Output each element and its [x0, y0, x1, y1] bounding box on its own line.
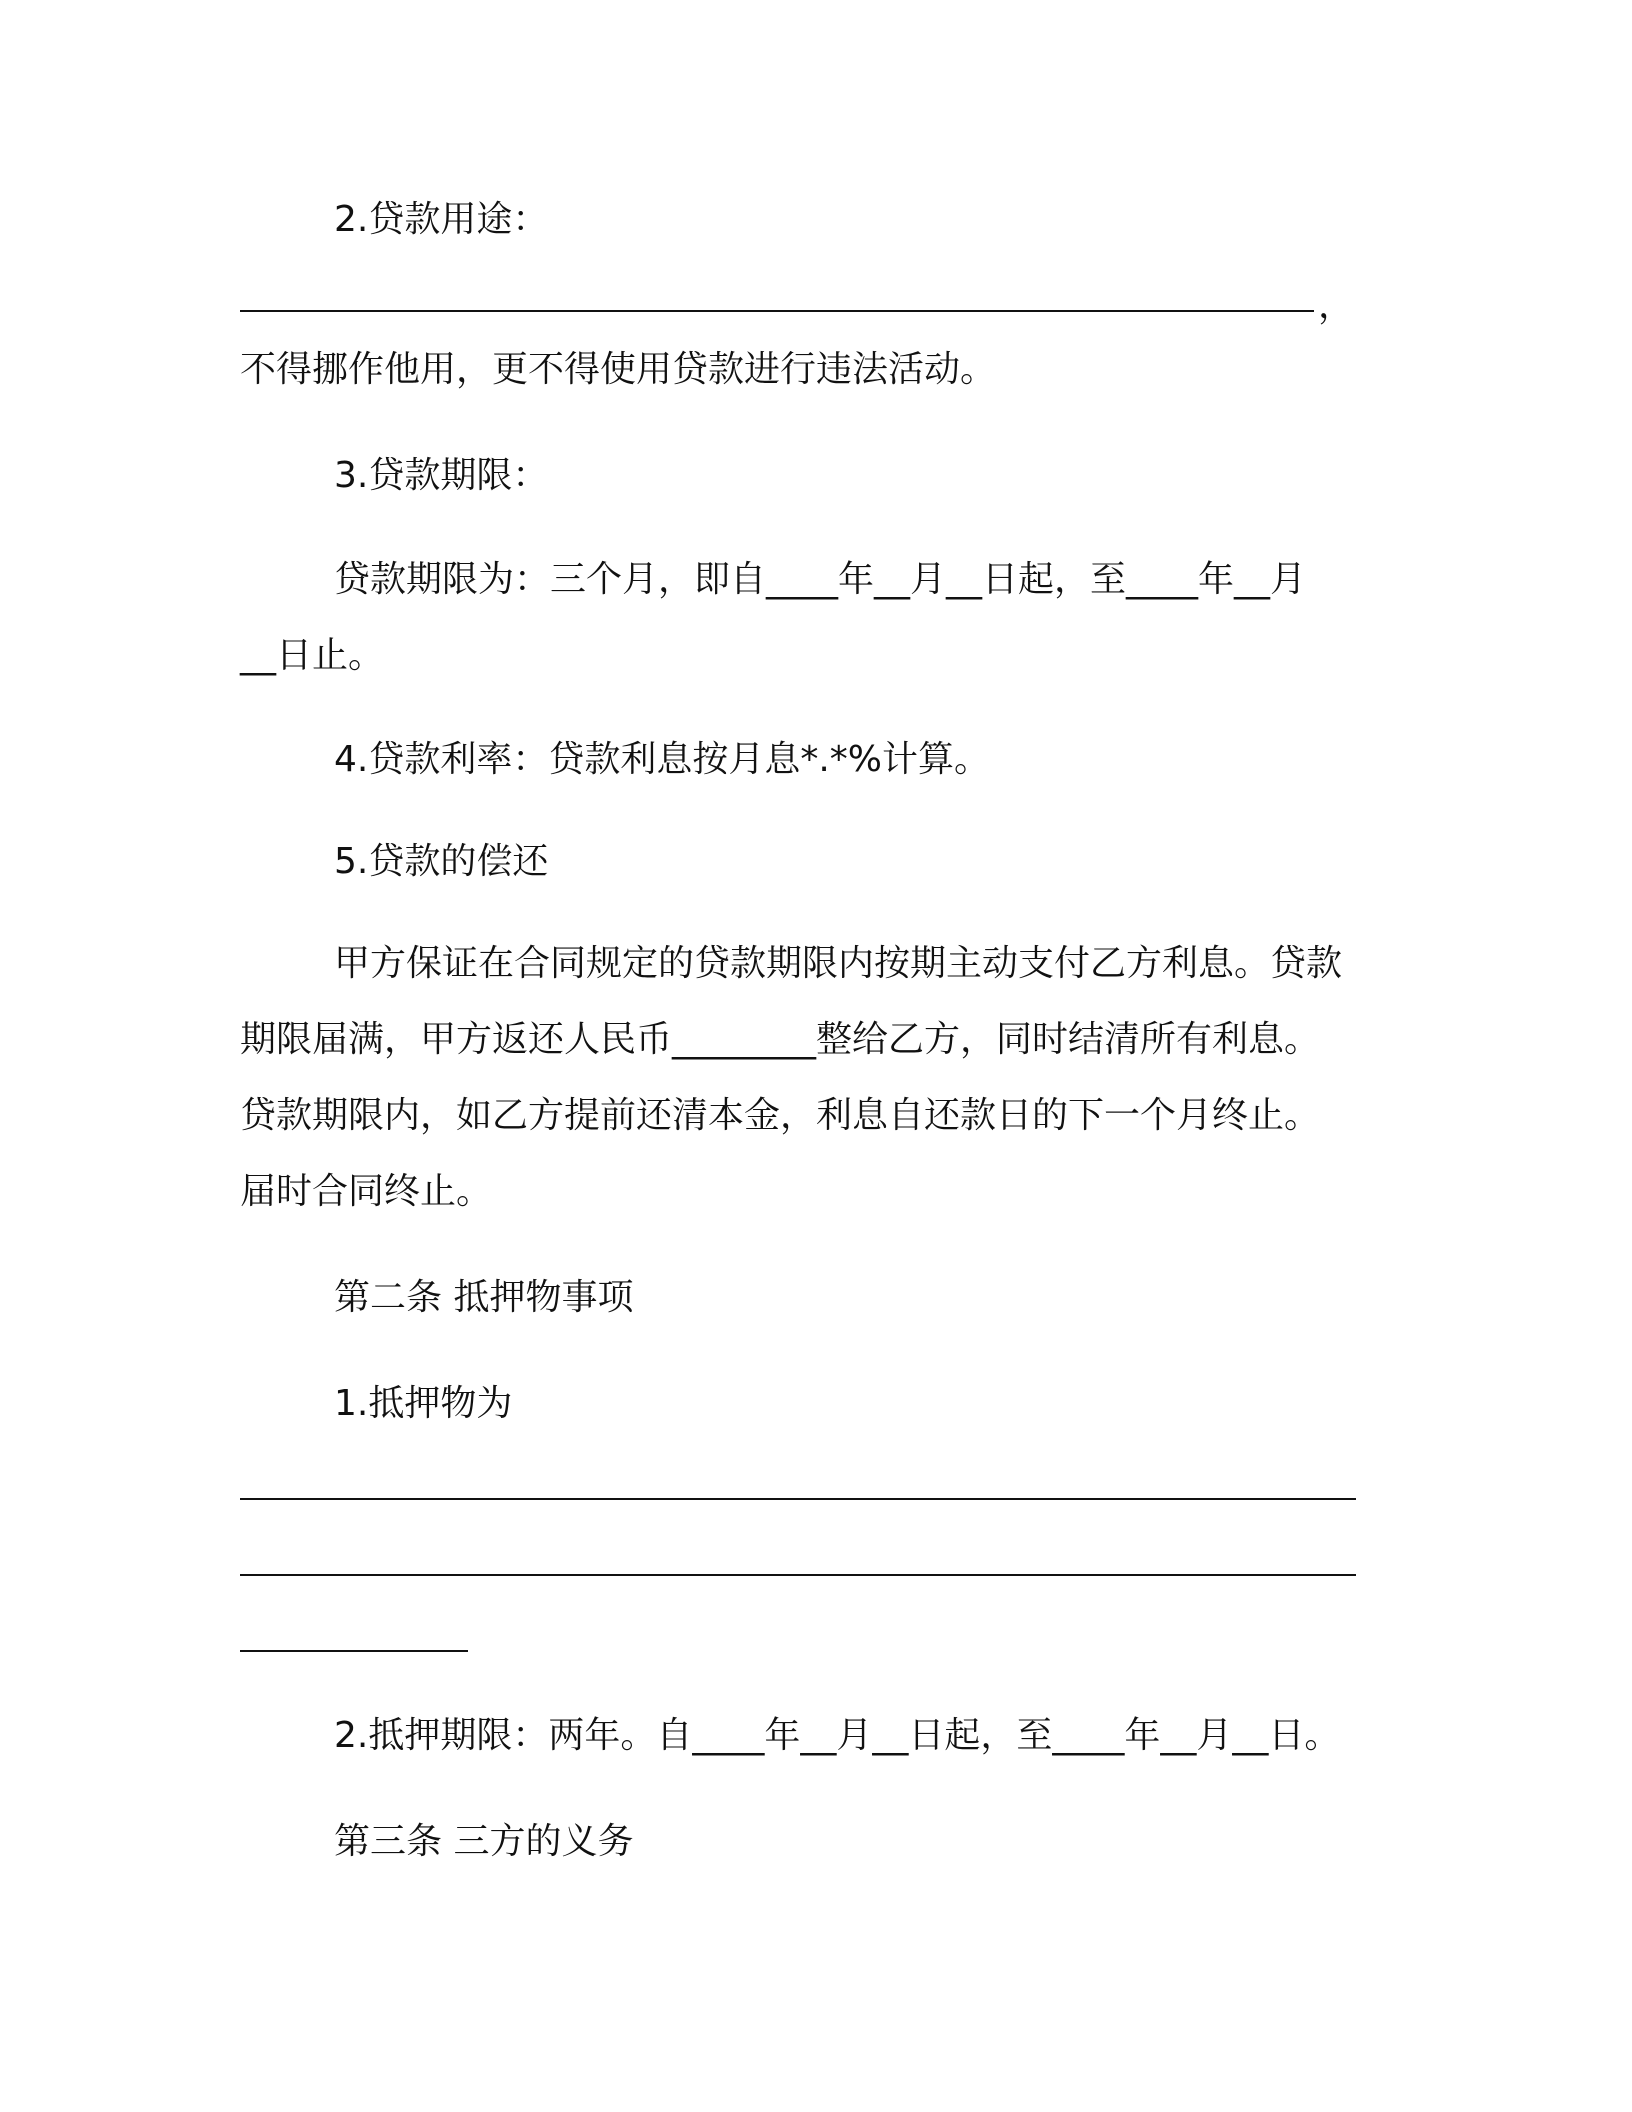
repayment-text-line-1: 甲方保证在合同规定的贷款期限内按期主动支付乙方利息。贷款: [334, 943, 1343, 984]
clause-repayment-heading: 5.贷款的偿还: [334, 841, 549, 882]
repayment-text-line-4: 届时合同终止。: [240, 1171, 493, 1212]
collateral-term-text: 2.抵押期限：两年。自____年__月__日起，至____年__月__日。: [334, 1715, 1341, 1756]
clause-loan-term-heading: 3.贷款期限：: [334, 455, 549, 496]
blank-line-collateral-1: [240, 1498, 1356, 1500]
loan-term-text-line-1: 贷款期限为：三个月，即自____年__月__日起，至____年__月: [334, 559, 1307, 600]
collateral-heading: 1.抵押物为: [334, 1383, 513, 1424]
repayment-text-line-3: 贷款期限内，如乙方提前还清本金，利息自还款日的下一个月终止。: [240, 1095, 1321, 1136]
repayment-text-line-2: 期限届满，甲方返还人民币________整给乙方，同时结清所有利息。: [240, 1019, 1321, 1060]
comma-after-blank: ，: [1318, 285, 1355, 326]
clause-interest-rate: 4.贷款利率：贷款利息按月息*.*%计算。: [334, 739, 990, 780]
blank-line-collateral-3: [240, 1650, 468, 1652]
blank-line-collateral-2: [240, 1574, 1356, 1576]
blank-line-loan-purpose: [240, 310, 1314, 312]
loan-term-text-line-2: __日止。: [240, 635, 385, 676]
loan-purpose-restriction: 不得挪作他用，更不得使用贷款进行违法活动。: [240, 349, 997, 390]
clause-loan-purpose-heading: 2.贷款用途：: [334, 199, 549, 240]
article-three-heading: 第三条 三方的义务: [334, 1821, 634, 1862]
article-two-heading: 第二条 抵押物事项: [334, 1277, 634, 1318]
